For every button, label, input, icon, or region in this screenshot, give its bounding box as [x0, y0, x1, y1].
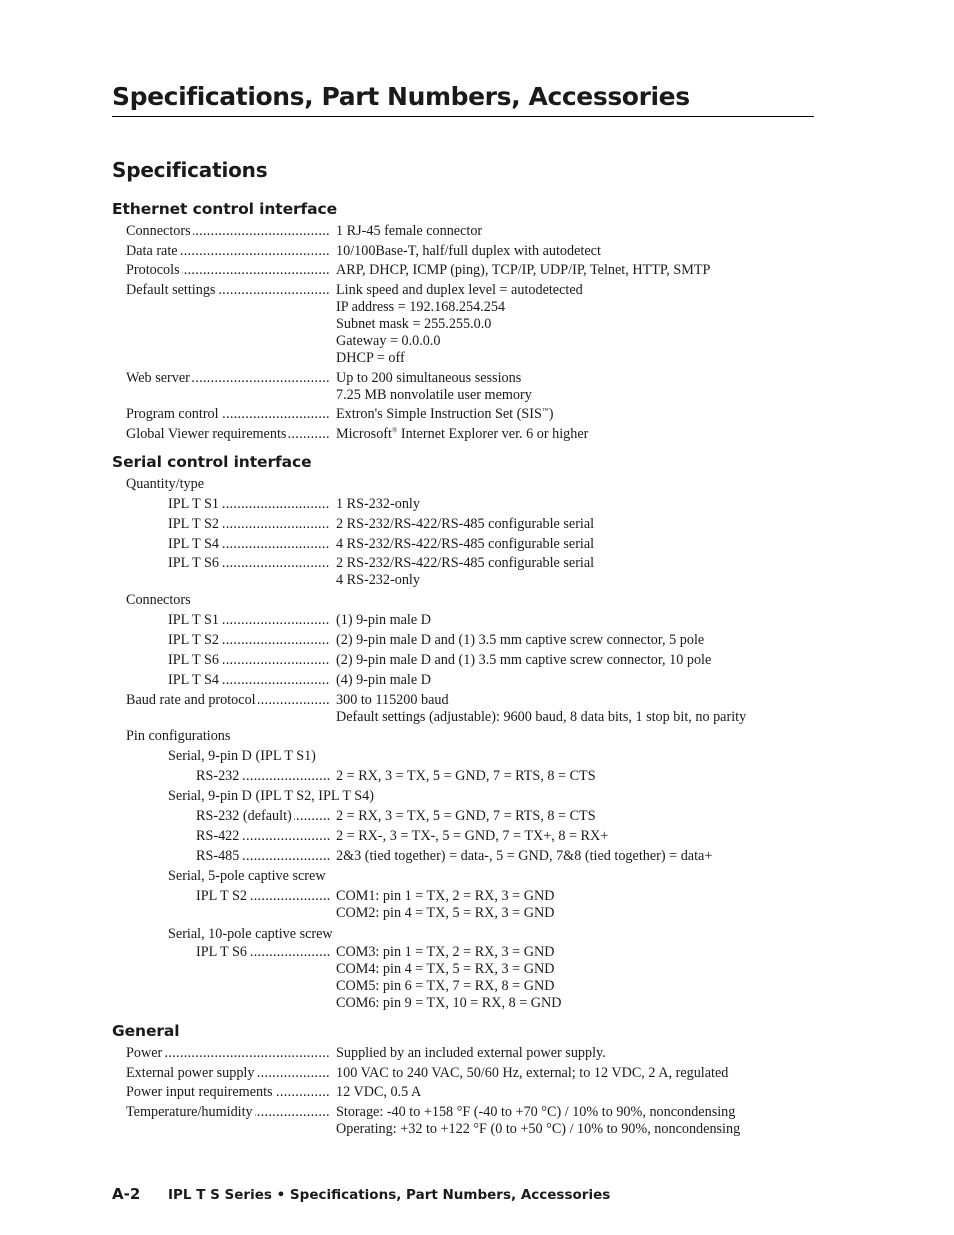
spec-value — [336, 1045, 606, 1062]
spec-label-text: RS-232 — [196, 768, 240, 784]
spec-label-text: Web server — [126, 370, 190, 386]
spec-label-text: IPL T S2 — [168, 632, 219, 648]
spec-label-text: IPL T S6 — [168, 652, 219, 668]
spec-value — [336, 516, 594, 533]
spec-label — [126, 692, 330, 709]
spec-label-text: IPL T S6 — [168, 555, 219, 571]
spec-value-line: Storage: -40 to +158 °F (-40 to +70 °C) / 10% to 90%, noncondensing — [336, 1104, 736, 1120]
spec-value-line: (2) 9-pin male D and (1) 3.5 mm captive screw connector, 10 pole — [336, 652, 712, 668]
spec-label-text: Power input requirements — [126, 1084, 273, 1100]
spec-value — [336, 262, 710, 279]
spec-label — [168, 536, 330, 553]
spec-label-text: Connectors — [126, 223, 191, 239]
spec-label — [168, 612, 330, 629]
spec-label — [168, 672, 330, 689]
spec-value-line: 2 = RX, 3 = TX, 5 = GND, 7 = RTS, 8 = CTS — [336, 768, 596, 784]
spec-label-text: IPL T S2 — [196, 888, 247, 904]
spec-value-line: COM5: pin 6 = TX, 7 = RX, 8 = GND — [336, 978, 555, 994]
spec-label — [126, 592, 193, 609]
spec-value — [336, 1104, 740, 1138]
spec-value-line: 7.25 MB nonvolatile user memory — [336, 387, 532, 403]
spec-value-line: Default settings (adjustable): 9600 baud, 8 data bits, 1 stop bit, no parity — [336, 709, 747, 725]
spec-label-text: Serial, 10-pole captive screw — [168, 926, 333, 942]
spec-label-text: RS-232 (default) — [196, 808, 292, 824]
spec-value — [336, 370, 532, 404]
spec-value-line: 300 to 115200 baud — [336, 692, 449, 708]
spec-label-text: IPL T S1 — [168, 496, 219, 512]
spec-label-text: IPL T S1 — [168, 612, 219, 628]
spec-value-line: 2 RS-232/RS-422/RS-485 configurable serial — [336, 555, 595, 571]
spec-label — [126, 370, 330, 387]
spec-label — [126, 1065, 330, 1082]
spec-value-line: (4) 9-pin male D — [336, 672, 431, 688]
spec-label — [168, 868, 328, 885]
spec-label — [168, 926, 335, 943]
spec-label — [126, 1104, 330, 1121]
page-footer — [112, 1184, 610, 1203]
spec-value — [336, 612, 431, 629]
spec-label-text: IPL T S2 — [168, 516, 219, 532]
spec-value-line: 2 = RX, 3 = TX, 5 = GND, 7 = RTS, 8 = CTS — [336, 808, 596, 824]
spec-label-text: Quantity/type — [126, 476, 205, 492]
spec-value — [336, 652, 711, 669]
spec-label — [196, 944, 330, 961]
spec-label — [168, 748, 318, 765]
footer-text: IPL T S Series • Specifications, Part Numbers, Accessories — [168, 1187, 611, 1203]
page-number: A-2 — [112, 1185, 141, 1203]
spec-value — [336, 632, 704, 649]
spec-label-text: Data rate — [126, 243, 178, 259]
spec-label — [168, 652, 330, 669]
spec-value — [336, 243, 601, 260]
spec-value-line: 1 RJ-45 female connector — [336, 223, 483, 239]
spec-label — [196, 768, 330, 785]
spec-value-line: Link speed and duplex level = autodetected — [336, 282, 583, 298]
spec-value-line: Supplied by an included external power supply. — [336, 1045, 606, 1061]
spec-value-line: Gateway = 0.0.0.0 — [336, 333, 441, 349]
spec-label — [126, 243, 330, 260]
spec-label-text: Power — [126, 1045, 163, 1061]
spec-value-line: Extron's Simple Instruction Set (SIS™) — [336, 406, 554, 422]
spec-value — [336, 828, 608, 845]
spec-label — [168, 788, 376, 805]
spec-label — [126, 262, 330, 279]
spec-label-text: Serial, 9-pin D (IPL T S2, IPL T S4) — [168, 788, 374, 804]
spec-label-text: Baud rate and protocol — [126, 692, 256, 708]
spec-label-text: Protocols — [126, 262, 180, 278]
spec-label — [126, 1045, 330, 1062]
group-heading-ethernet: Ethernet control interface — [112, 200, 338, 218]
spec-label — [196, 808, 330, 825]
spec-value — [336, 808, 596, 825]
spec-value — [336, 692, 746, 726]
spec-value — [336, 406, 554, 423]
spec-value — [336, 282, 583, 367]
group-heading-serial: Serial control interface — [112, 453, 312, 471]
spec-label — [126, 476, 206, 493]
spec-value-line: Up to 200 simultaneous sessions — [336, 370, 522, 386]
spec-value-line: DHCP = off — [336, 350, 405, 366]
spec-label — [126, 426, 330, 443]
spec-label — [168, 496, 330, 513]
spec-label — [126, 223, 330, 240]
spec-label — [196, 828, 330, 845]
spec-label-text: RS-422 — [196, 828, 240, 844]
spec-value-line: 1 RS-232-only — [336, 496, 420, 512]
spec-value — [336, 426, 588, 443]
spec-value — [336, 888, 554, 922]
spec-label — [168, 555, 330, 572]
spec-value — [336, 1065, 728, 1082]
spec-value — [336, 672, 431, 689]
spec-value-line: 4 RS-232-only — [336, 572, 420, 588]
spec-value-line: Subnet mask = 255.255.0.0 — [336, 316, 492, 332]
spec-value — [336, 496, 420, 513]
group-heading-general: General — [112, 1022, 180, 1040]
spec-value-line: COM6: pin 9 = TX, 10 = RX, 8 = GND — [336, 995, 562, 1011]
spec-value-line: ARP, DHCP, ICMP (ping), TCP/IP, UDP/IP, Telnet, HTTP, SMTP — [336, 262, 711, 278]
spec-label — [196, 888, 330, 905]
spec-label — [168, 516, 330, 533]
spec-value-line: 12 VDC, 0.5 A — [336, 1084, 422, 1100]
spec-value-line: 2&3 (tied together) = data-, 5 = GND, 7&8 (tied together) = data+ — [336, 848, 713, 864]
spec-value — [336, 1084, 421, 1101]
spec-label-text: IPL T S4 — [168, 536, 219, 552]
section-title: Specifications — [112, 158, 268, 182]
spec-value — [336, 223, 482, 240]
spec-value — [336, 944, 562, 1012]
spec-label-text: External power supply — [126, 1065, 255, 1081]
spec-value-line: Microsoft® Internet Explorer ver. 6 or higher — [336, 426, 589, 442]
spec-label — [126, 282, 330, 299]
spec-value-line: COM1: pin 1 = TX, 2 = RX, 3 = GND — [336, 888, 555, 904]
spec-label-text: Program control — [126, 406, 219, 422]
spec-value-line: 4 RS-232/RS-422/RS-485 configurable serial — [336, 536, 595, 552]
spec-label-text: Serial, 5-pole captive screw — [168, 868, 326, 884]
spec-value — [336, 536, 594, 553]
spec-value-line: Operating: +32 to +122 °F (0 to +50 °C) / 10% to 90%, noncondensing — [336, 1121, 741, 1137]
spec-label-text: Default settings — [126, 282, 216, 298]
spec-label — [168, 632, 330, 649]
spec-value-line: 2 = RX-, 3 = TX-, 5 = GND, 7 = TX+, 8 = RX+ — [336, 828, 609, 844]
page-title: Specifications, Part Numbers, Accessories — [112, 80, 814, 117]
spec-label-text: Pin configurations — [126, 728, 231, 744]
spec-value-line: COM3: pin 1 = TX, 2 = RX, 3 = GND — [336, 944, 555, 960]
spec-label-text: Global Viewer requirements — [126, 426, 287, 442]
spec-label-text: RS-485 — [196, 848, 240, 864]
spec-value-line: (1) 9-pin male D — [336, 612, 431, 628]
spec-value — [336, 848, 712, 865]
spec-label-text: Serial, 9-pin D (IPL T S1) — [168, 748, 316, 764]
spec-value-line: 100 VAC to 240 VAC, 50/60 Hz, external; to 12 VDC, 2 A, regulated — [336, 1065, 729, 1081]
spec-value — [336, 768, 596, 785]
spec-label-text: IPL T S6 — [196, 944, 247, 960]
spec-value-line: IP address = 192.168.254.254 — [336, 299, 506, 315]
spec-value — [336, 555, 594, 589]
spec-value-line: 2 RS-232/RS-422/RS-485 configurable serial — [336, 516, 595, 532]
spec-value-line: (2) 9-pin male D and (1) 3.5 mm captive screw connector, 5 pole — [336, 632, 705, 648]
spec-value-line: COM2: pin 4 = TX, 5 = RX, 3 = GND — [336, 905, 555, 921]
spec-label-text: Temperature/humidity — [126, 1104, 253, 1120]
spec-label — [126, 1084, 330, 1101]
spec-label — [126, 728, 232, 745]
spec-label-text: Connectors — [126, 592, 191, 608]
spec-label — [196, 848, 330, 865]
spec-label — [126, 406, 330, 423]
spec-value-line: 10/100Base-T, half/full duplex with autodetect — [336, 243, 601, 259]
spec-label-text: IPL T S4 — [168, 672, 219, 688]
spec-value-line: COM4: pin 4 = TX, 5 = RX, 3 = GND — [336, 961, 555, 977]
